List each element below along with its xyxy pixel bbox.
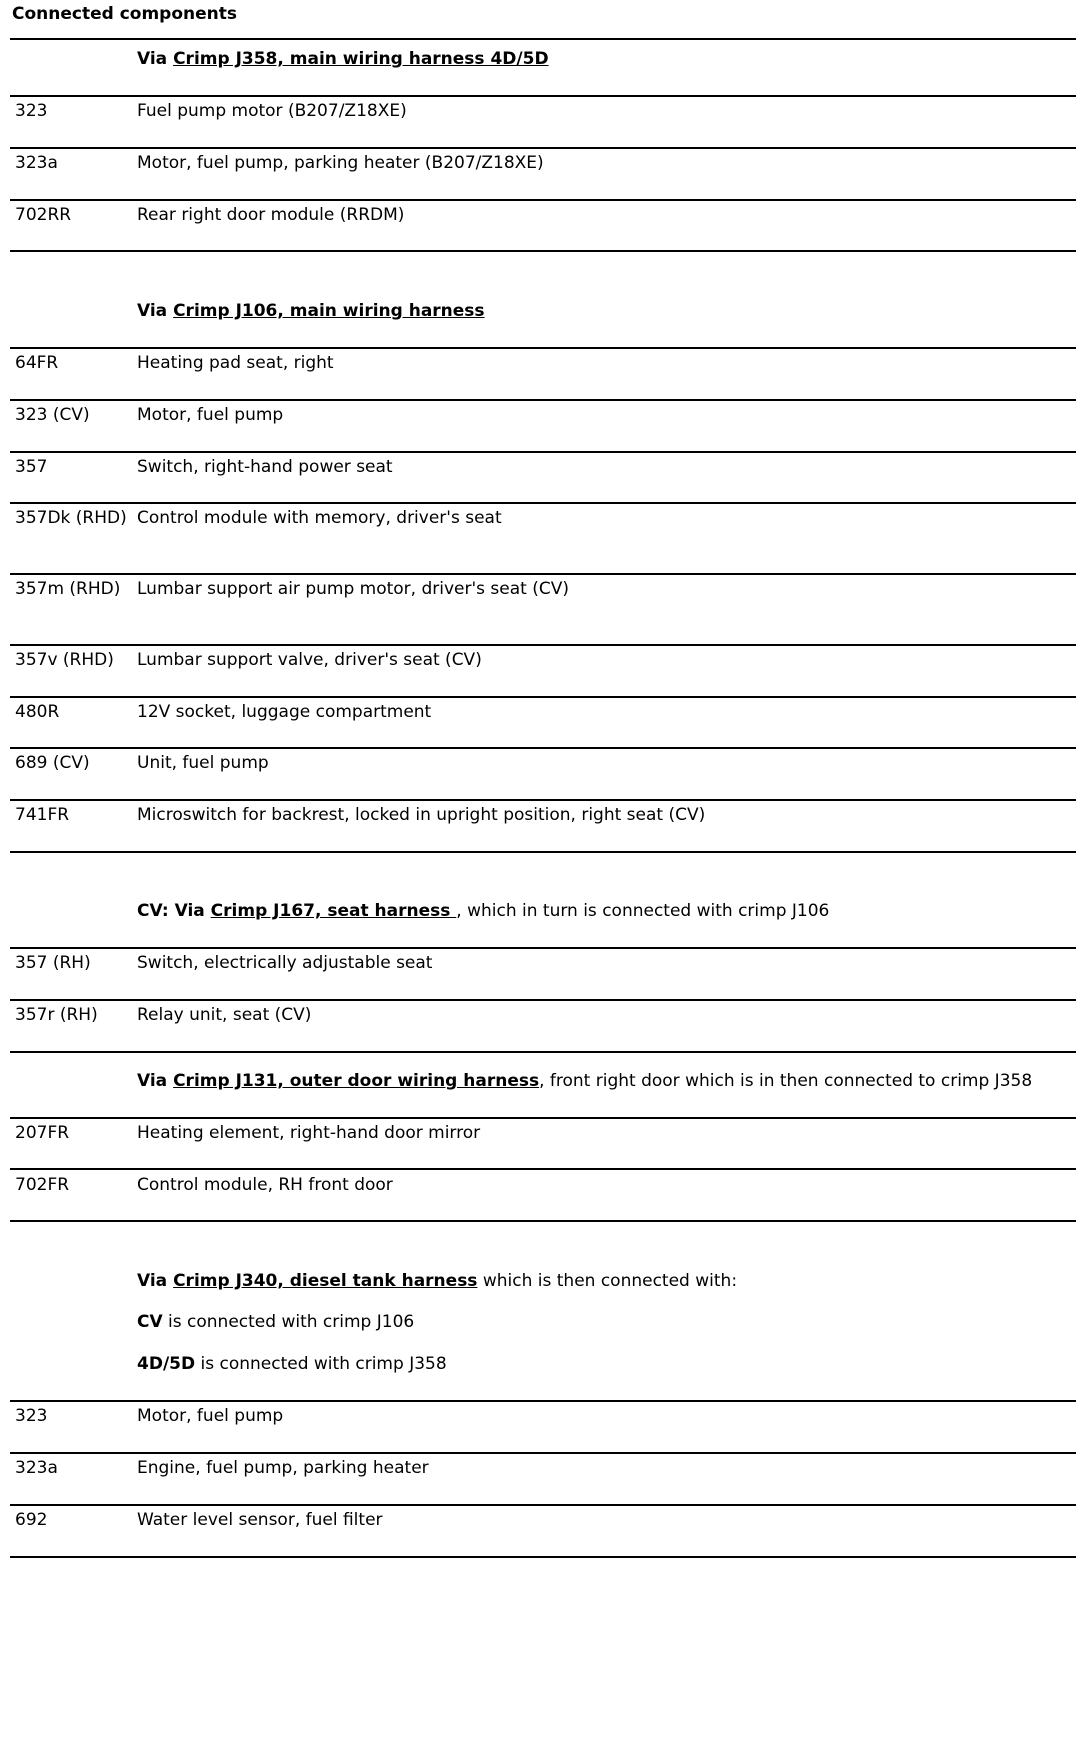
- text: is connected with crimp J106: [162, 1312, 415, 1332]
- bold-text: CV: [137, 1312, 163, 1332]
- section-title: [137, 1271, 737, 1291]
- component-description: Heating element, right-hand door mirror: [137, 1123, 481, 1143]
- crimp-link[interactable]: Crimp J358, main wiring harness 4D/5D: [173, 49, 549, 69]
- crimp-link[interactable]: Crimp J340, diesel tank harness: [173, 1271, 478, 1291]
- component-code: 323a: [15, 1458, 58, 1478]
- component-description: Switch, electrically adjustable seat: [137, 953, 433, 973]
- section-title: [137, 1071, 1032, 1091]
- divider: [10, 347, 1076, 349]
- component-code: 323 (CV): [15, 405, 90, 425]
- component-code: 323a: [15, 153, 58, 173]
- section-note: [137, 1354, 447, 1374]
- divider: [10, 799, 1076, 801]
- component-description: Control module, RH front door: [137, 1175, 393, 1195]
- component-code: 207FR: [15, 1123, 70, 1143]
- component-description: Lumbar support air pump motor, driver's seat (CV): [137, 579, 569, 599]
- crimp-link[interactable]: Crimp J106, main wiring harness: [173, 301, 485, 321]
- text: , which in turn is connected with crimp J106: [456, 901, 830, 921]
- divider: [10, 451, 1076, 453]
- bold-text: 4D/5D: [137, 1354, 196, 1374]
- bold-text: Via: [137, 301, 174, 321]
- component-code: 357r (RH): [15, 1005, 98, 1025]
- text: is connected with crimp J358: [195, 1354, 447, 1374]
- component-description: Microswitch for backrest, locked in upright position, right seat (CV): [137, 805, 706, 825]
- component-description: Unit, fuel pump: [137, 753, 269, 773]
- divider: [10, 1504, 1076, 1506]
- component-code: 357m (RHD): [15, 579, 121, 599]
- component-code: 357Dk (RHD): [15, 508, 127, 528]
- divider: [10, 1168, 1076, 1170]
- section-note: [137, 1312, 414, 1332]
- divider: [10, 199, 1076, 201]
- component-code: 741FR: [15, 805, 70, 825]
- text: , front right door which is in then connected to crimp J358: [539, 1071, 1033, 1091]
- component-code: 64FR: [15, 353, 59, 373]
- divider: [10, 947, 1076, 949]
- page-heading: Connected components: [12, 4, 238, 24]
- divider: [10, 1400, 1076, 1402]
- divider: [10, 573, 1076, 575]
- component-description: Relay unit, seat (CV): [137, 1005, 312, 1025]
- divider: [10, 38, 1076, 40]
- component-description: Rear right door module (RRDM): [137, 205, 405, 225]
- component-code: 323: [15, 101, 48, 121]
- component-code: 357 (RH): [15, 953, 91, 973]
- component-description: Fuel pump motor (B207/Z18XE): [137, 101, 407, 121]
- component-code: 323: [15, 1406, 48, 1426]
- section-title: [137, 301, 485, 321]
- divider: [10, 147, 1076, 149]
- divider: [10, 1452, 1076, 1454]
- section-title: [137, 901, 829, 921]
- divider: [10, 95, 1076, 97]
- crimp-link[interactable]: Crimp J167, seat harness: [210, 901, 457, 921]
- component-description: Motor, fuel pump: [137, 405, 284, 425]
- bold-text: Via: [137, 1271, 174, 1291]
- component-description: Water level sensor, fuel filter: [137, 1510, 383, 1530]
- component-code: 480R: [15, 702, 60, 722]
- divider: [10, 1556, 1076, 1558]
- component-description: Control module with memory, driver's seat: [137, 508, 502, 528]
- divider: [10, 696, 1076, 698]
- divider: [10, 1117, 1076, 1119]
- bold-text: Via: [137, 1071, 174, 1091]
- component-description: Heating pad seat, right: [137, 353, 334, 373]
- crimp-link[interactable]: Crimp J131, outer door wiring harness: [173, 1071, 540, 1091]
- component-code: 357v (RHD): [15, 650, 114, 670]
- divider: [10, 399, 1076, 401]
- divider: [10, 747, 1076, 749]
- component-description: Engine, fuel pump, parking heater: [137, 1458, 429, 1478]
- component-code: 702FR: [15, 1175, 70, 1195]
- component-description: 12V socket, luggage compartment: [137, 702, 432, 722]
- divider: [10, 851, 1076, 853]
- bold-text: Via: [137, 49, 174, 69]
- bold-text: CV: Via: [137, 901, 211, 921]
- component-description: Switch, right-hand power seat: [137, 457, 393, 477]
- component-description: Motor, fuel pump: [137, 1406, 284, 1426]
- divider: [10, 250, 1076, 252]
- component-code: 689 (CV): [15, 753, 90, 773]
- component-code: 692: [15, 1510, 48, 1530]
- divider: [10, 1220, 1076, 1222]
- text: which is then connected with:: [477, 1271, 738, 1291]
- divider: [10, 999, 1076, 1001]
- divider: [10, 644, 1076, 646]
- component-description: Motor, fuel pump, parking heater (B207/Z18XE): [137, 153, 544, 173]
- component-code: 357: [15, 457, 48, 477]
- divider: [10, 502, 1076, 504]
- component-code: 702RR: [15, 205, 72, 225]
- section-title: [137, 49, 549, 69]
- divider: [10, 1051, 1076, 1053]
- component-description: Lumbar support valve, driver's seat (CV): [137, 650, 482, 670]
